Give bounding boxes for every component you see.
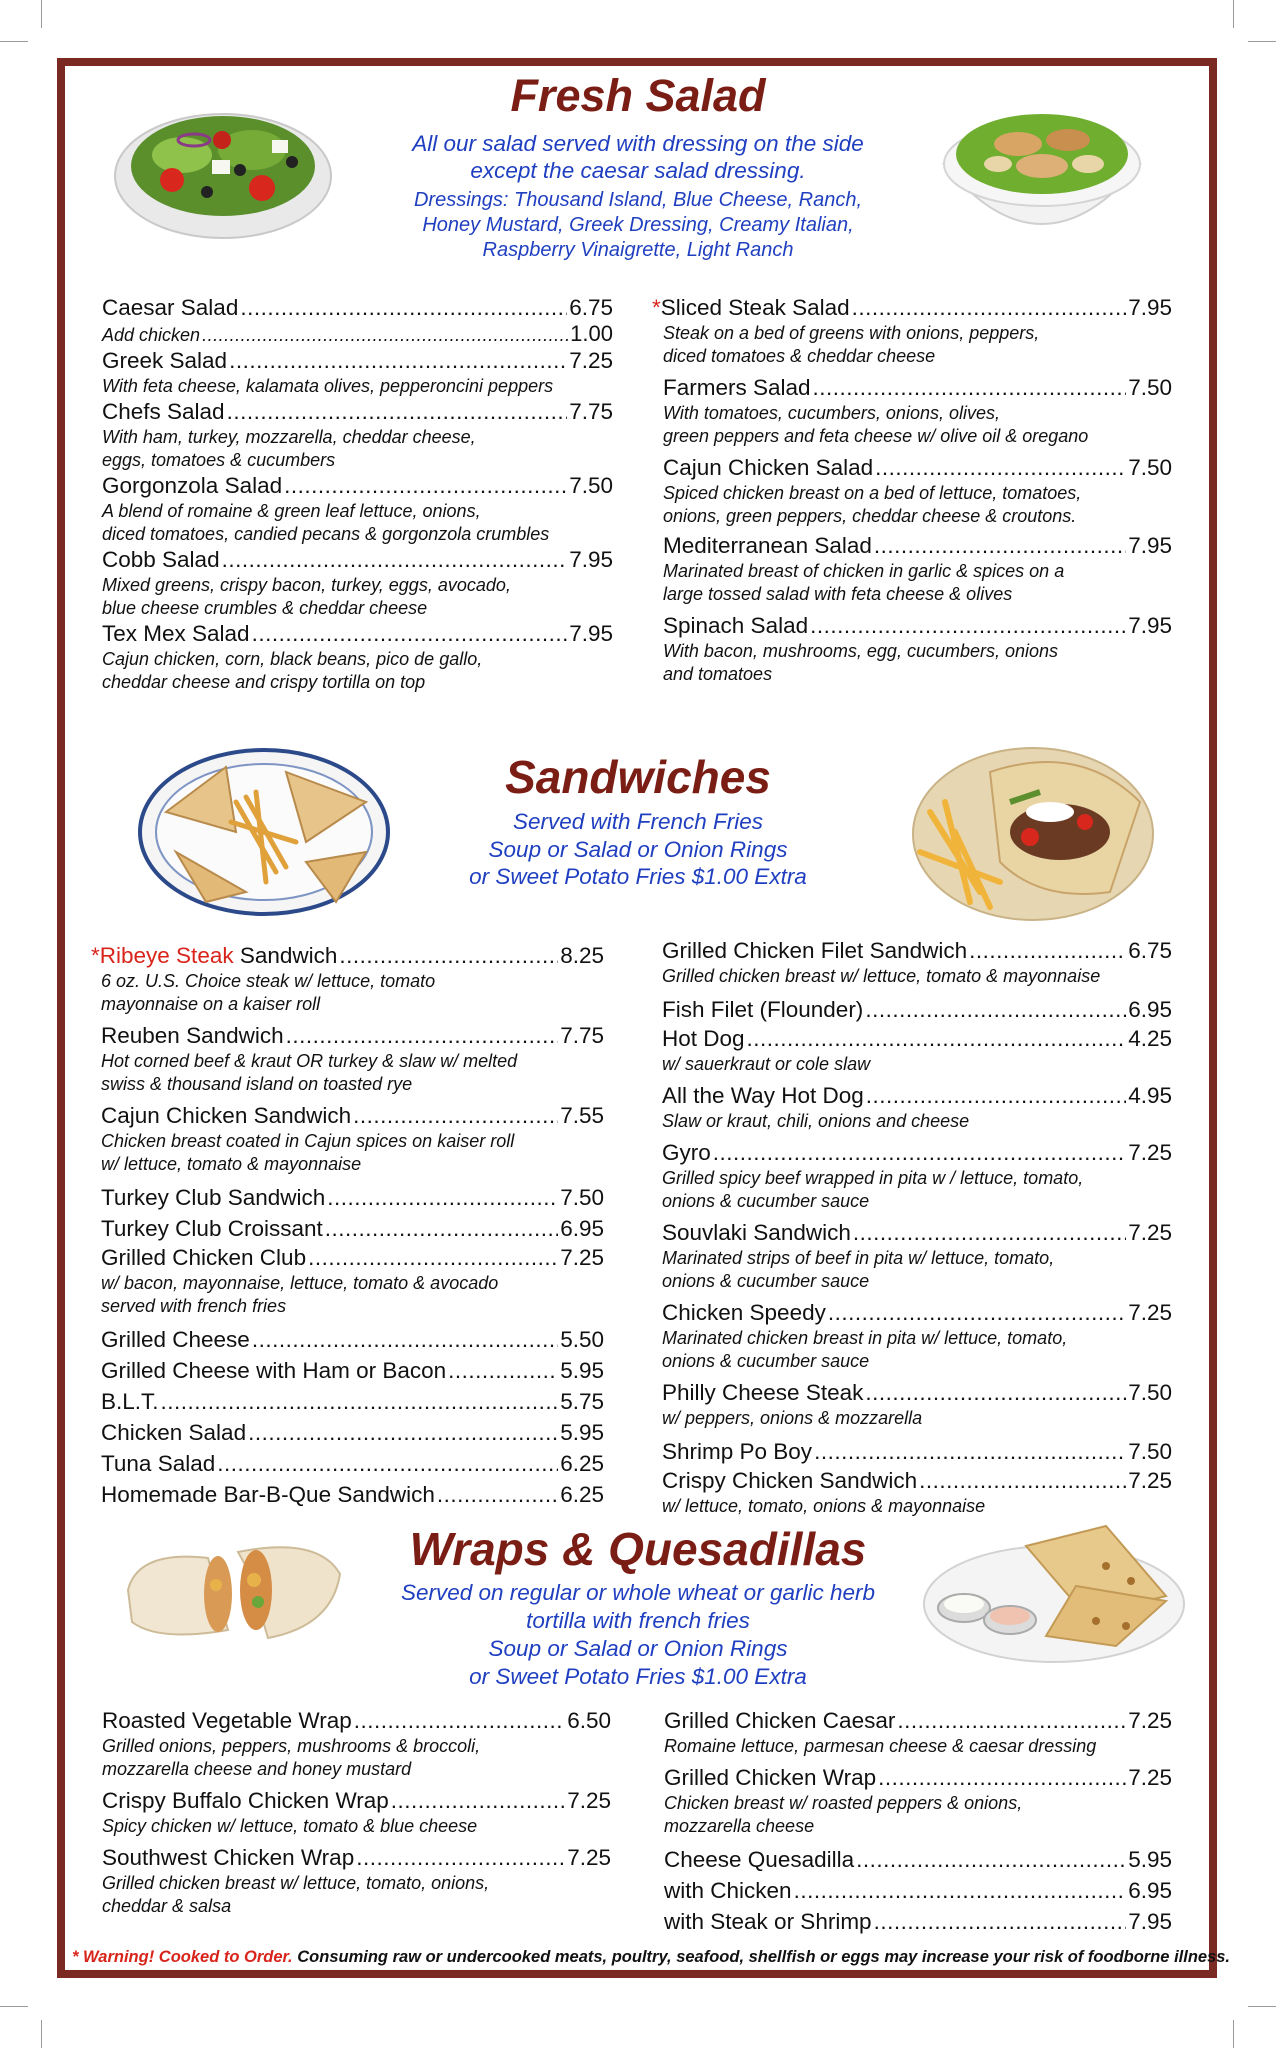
menu-item bbox=[101, 1102, 604, 1176]
description-line: A blend of romaine & green leaf lettuce, onions, bbox=[102, 501, 481, 521]
item-description bbox=[102, 1872, 611, 1918]
item-description bbox=[663, 402, 1172, 448]
menu-item bbox=[102, 398, 613, 472]
item-price: 1.00 bbox=[570, 321, 613, 346]
description-line: large tossed salad with feta cheese & olives bbox=[663, 584, 1013, 604]
item-description bbox=[101, 1050, 604, 1096]
dot-leader bbox=[327, 1182, 558, 1213]
item-name: Philly Cheese Steak bbox=[662, 1380, 864, 1405]
dot-leader bbox=[252, 1324, 558, 1355]
item-name: Hot Dog bbox=[662, 1026, 745, 1051]
menu-item bbox=[652, 532, 1172, 606]
dot-leader bbox=[865, 994, 1126, 1025]
menu-item bbox=[662, 1082, 1172, 1133]
item-price: 7.50 bbox=[1128, 1380, 1172, 1405]
item-name: Crispy Buffalo Chicken Wrap bbox=[102, 1788, 389, 1813]
description-line: cheddar & salsa bbox=[102, 1896, 232, 1916]
item-price: 6.95 bbox=[560, 1216, 604, 1241]
item-name: Turkey Club Croissant bbox=[101, 1216, 323, 1241]
item-description bbox=[101, 1130, 604, 1176]
dot-leader bbox=[161, 1386, 559, 1417]
dot-leader bbox=[202, 324, 568, 347]
item-price: 7.75 bbox=[560, 1023, 604, 1048]
menu-item bbox=[662, 937, 1172, 988]
item-name: Turkey Club Sandwich bbox=[101, 1185, 326, 1210]
menu-item bbox=[102, 546, 613, 620]
crop-mark bbox=[41, 0, 42, 28]
menu-item bbox=[664, 1875, 1172, 1906]
description-line: w/ lettuce, tomato, onions & mayonnaise bbox=[662, 1496, 986, 1516]
menu-item bbox=[662, 1219, 1172, 1293]
item-price: 6.25 bbox=[560, 1451, 604, 1476]
subtitle-line: All our salad served with dressing on the side bbox=[412, 131, 864, 156]
description-line: With bacon, mushrooms, egg, cucumbers, onions bbox=[663, 641, 1059, 661]
item-price: 6.50 bbox=[567, 1708, 611, 1733]
description-line: mozzarella cheese and honey mustard bbox=[102, 1759, 412, 1779]
description-line: Marinated breast of chicken in garlic & spices on a bbox=[663, 561, 1065, 581]
item-name: with Chicken bbox=[664, 1878, 792, 1903]
description-line: Grilled chicken breast w/ lettuce, tomato & mayonnaise bbox=[662, 966, 1101, 986]
item-description bbox=[662, 1407, 1172, 1430]
item-name: Southwest Chicken Wrap bbox=[102, 1845, 355, 1870]
item-name: B.L.T. bbox=[101, 1389, 159, 1414]
description-line: Marinated strips of beef in pita w/ lettuce, tomato, bbox=[662, 1248, 1055, 1268]
dot-leader bbox=[897, 1707, 1126, 1735]
item-name: Add chicken bbox=[102, 325, 201, 345]
subtitle-line: Soup or Salad or Onion Rings bbox=[488, 836, 788, 862]
description-line: eggs, tomatoes & cucumbers bbox=[102, 450, 336, 470]
item-price: 6.95 bbox=[1128, 1878, 1172, 1903]
dot-leader bbox=[227, 398, 568, 426]
description-line: With ham, turkey, mozzarella, cheddar cheese, bbox=[102, 427, 476, 447]
item-name: Grilled Chicken Wrap bbox=[664, 1765, 877, 1790]
item-name: Mediterranean Salad bbox=[663, 533, 872, 558]
crop-mark bbox=[41, 2020, 42, 2048]
item-name: Homemade Bar-B-Que Sandwich bbox=[101, 1482, 435, 1507]
description-line: Romaine lettuce, parmesan cheese & caesar dressing bbox=[664, 1736, 1097, 1756]
description-line: With feta cheese, kalamata olives, pepperoncini peppers bbox=[102, 376, 554, 396]
description-line: Chicken breast coated in Cajun spices on kaiser roll bbox=[101, 1131, 515, 1151]
description-line: Hot corned beef & kraut OR turkey & slaw w/ melted bbox=[101, 1051, 518, 1071]
wraps-title: Wraps & Quesadillas bbox=[409, 1523, 867, 1575]
dot-leader bbox=[222, 546, 568, 574]
dot-leader bbox=[353, 1102, 558, 1130]
item-description bbox=[102, 648, 613, 694]
warning-text: Consuming raw or undercooked meats, poultry, seafood, shellfish or eggs may increase your risk of foodborne illness. bbox=[297, 1948, 1231, 1966]
description-line: Spiced chicken breast on a bed of lettuce, tomatoes, bbox=[663, 483, 1082, 503]
item-name: Caesar Salad bbox=[102, 295, 239, 320]
menu-item bbox=[662, 1467, 1172, 1518]
description-line: and tomatoes bbox=[663, 664, 773, 684]
crop-mark bbox=[1248, 2006, 1276, 2007]
item-price: 7.25 bbox=[1128, 1765, 1172, 1790]
subtitle-line: Soup or Salad or Onion Rings bbox=[488, 1636, 788, 1661]
dot-leader bbox=[828, 1299, 1126, 1327]
menu-item bbox=[101, 1244, 604, 1318]
menu-item bbox=[102, 620, 613, 694]
dot-leader bbox=[810, 612, 1126, 640]
item-price: 7.95 bbox=[569, 621, 613, 646]
dot-leader bbox=[874, 1906, 1127, 1937]
description-line: w/ bacon, mayonnaise, lettuce, tomato & avocado bbox=[101, 1273, 499, 1293]
subtitle-line: tortilla with french fries bbox=[526, 1608, 750, 1633]
item-price: 5.95 bbox=[560, 1420, 604, 1445]
dot-leader bbox=[866, 1082, 1126, 1110]
item-price: 7.50 bbox=[560, 1185, 604, 1210]
menu-item bbox=[664, 1906, 1172, 1937]
dot-leader bbox=[286, 1022, 559, 1050]
dot-leader bbox=[856, 1844, 1126, 1875]
item-description bbox=[102, 500, 613, 546]
item-name: Tex Mex Salad bbox=[102, 621, 250, 646]
dot-leader bbox=[878, 1764, 1126, 1792]
item-name: Grilled Chicken Caesar bbox=[664, 1708, 896, 1733]
item-price: 5.95 bbox=[560, 1358, 604, 1383]
star-marker: * bbox=[652, 295, 661, 320]
description-line: diced tomatoes, candied pecans & gorgonzola crumbles bbox=[102, 524, 550, 544]
description-line: cheddar cheese and crispy tortilla on top bbox=[102, 672, 426, 692]
item-price: 4.95 bbox=[1128, 1083, 1172, 1108]
dot-leader bbox=[713, 1139, 1126, 1167]
item-description bbox=[102, 426, 613, 472]
menu-item bbox=[102, 1787, 611, 1838]
menu-item bbox=[101, 1417, 604, 1448]
dot-leader bbox=[240, 294, 567, 322]
item-description bbox=[101, 1272, 604, 1318]
club-sandwich-photo bbox=[136, 742, 392, 918]
item-price: 7.50 bbox=[1128, 375, 1172, 400]
subtitle-line: or Sweet Potato Fries $1.00 Extra bbox=[469, 1664, 807, 1689]
menu-item bbox=[652, 374, 1172, 448]
item-name: with Steak or Shrimp bbox=[664, 1909, 872, 1934]
dot-leader bbox=[865, 1379, 1126, 1407]
dot-leader bbox=[852, 294, 1127, 322]
dot-leader bbox=[354, 1707, 565, 1735]
item-description bbox=[652, 322, 1172, 368]
item-description bbox=[662, 1053, 1172, 1076]
item-description bbox=[664, 1735, 1172, 1758]
salad-right-column bbox=[652, 294, 1172, 686]
subtitle-line: Served on regular or whole wheat or garlic herb bbox=[400, 1580, 875, 1605]
item-name: All the Way Hot Dog bbox=[662, 1083, 864, 1108]
menu-item bbox=[652, 454, 1172, 528]
crop-mark bbox=[1233, 0, 1234, 28]
item-price: 5.50 bbox=[560, 1327, 604, 1352]
item-price: 7.25 bbox=[1128, 1220, 1172, 1245]
crop-mark bbox=[1248, 41, 1276, 42]
item-price: 8.25 bbox=[560, 943, 604, 968]
item-price: 4.25 bbox=[1128, 1026, 1172, 1051]
item-price: 7.25 bbox=[1128, 1468, 1172, 1493]
description-line: diced tomatoes & cheddar cheese bbox=[663, 346, 936, 366]
item-name bbox=[652, 294, 850, 322]
description-line: Grilled onions, peppers, mushrooms & broccoli, bbox=[102, 1736, 481, 1756]
wraps-left-column bbox=[102, 1707, 611, 1918]
item-name: Greek Salad bbox=[102, 348, 228, 373]
warning-star: * bbox=[72, 1948, 79, 1966]
description-line: onions & cucumber sauce bbox=[662, 1191, 870, 1211]
dressings-line: Raspberry Vinaigrette, Light Ranch bbox=[482, 239, 794, 261]
item-price: 7.50 bbox=[569, 473, 613, 498]
item-price: 7.25 bbox=[1128, 1140, 1172, 1165]
dot-leader bbox=[813, 374, 1127, 402]
subtitle-line: or Sweet Potato Fries $1.00 Extra bbox=[469, 864, 807, 889]
dot-leader bbox=[919, 1467, 1126, 1495]
item-price: 7.25 bbox=[1128, 1708, 1172, 1733]
description-line: w/ lettuce, tomato & mayonnaise bbox=[101, 1154, 362, 1174]
item-price: 7.50 bbox=[1128, 1439, 1172, 1464]
item-name: Chefs Salad bbox=[102, 399, 225, 424]
item-description bbox=[662, 1327, 1172, 1373]
description-line: Grilled chicken breast w/ lettuce, tomato, onions, bbox=[102, 1873, 490, 1893]
description-line: w/ sauerkraut or cole slaw bbox=[662, 1054, 871, 1074]
item-name: Souvlaki Sandwich bbox=[662, 1220, 851, 1245]
item-description bbox=[662, 1110, 1172, 1133]
sandwiches-left-column bbox=[91, 942, 604, 1510]
menu-item bbox=[652, 612, 1172, 686]
caesar-salad-photo bbox=[938, 94, 1146, 264]
crop-mark bbox=[1233, 2020, 1234, 2048]
menu-item bbox=[101, 1182, 604, 1213]
item-price: 7.25 bbox=[1128, 1300, 1172, 1325]
menu-item bbox=[101, 1448, 604, 1479]
greek-salad-photo bbox=[112, 100, 334, 240]
item-description bbox=[662, 1247, 1172, 1293]
description-line: blue cheese crumbles & cheddar cheese bbox=[102, 598, 428, 618]
dot-leader bbox=[794, 1875, 1127, 1906]
item-description bbox=[102, 1815, 611, 1838]
dot-leader bbox=[874, 532, 1126, 560]
description-line: swiss & thousand island on toasted rye bbox=[101, 1074, 413, 1094]
item-name: Grilled Cheese bbox=[101, 1327, 250, 1352]
menu-item bbox=[664, 1707, 1172, 1758]
dot-leader bbox=[339, 942, 558, 970]
description-line: Grilled spicy beef wrapped in pita w / lettuce, tomato, bbox=[662, 1168, 1084, 1188]
item-name-highlight: Ribeye Steak bbox=[99, 943, 234, 968]
menu-item bbox=[662, 1299, 1172, 1373]
description-line: green peppers and feta cheese w/ olive oil & oregano bbox=[663, 426, 1089, 446]
dot-leader bbox=[448, 1355, 558, 1386]
menu-item bbox=[664, 1844, 1172, 1875]
menu-item bbox=[91, 942, 604, 1016]
menu-item bbox=[101, 1022, 604, 1096]
menu-item bbox=[102, 347, 613, 398]
sandwiches-right-column bbox=[662, 937, 1172, 1518]
menu-item bbox=[102, 1707, 611, 1781]
item-description bbox=[663, 640, 1172, 686]
item-description bbox=[662, 1495, 1172, 1518]
item-name: Spinach Salad bbox=[663, 613, 809, 638]
dot-leader bbox=[252, 620, 568, 648]
item-name bbox=[91, 942, 337, 970]
description-line: served with french fries bbox=[101, 1296, 287, 1316]
menu-item bbox=[664, 1764, 1172, 1838]
menu-item bbox=[101, 1213, 604, 1244]
description-line: Spicy chicken w/ lettuce, tomato & blue cheese bbox=[102, 1816, 478, 1836]
dot-leader bbox=[325, 1213, 558, 1244]
dot-leader bbox=[437, 1479, 558, 1510]
description-line: Cajun chicken, corn, black beans, pico de gallo, bbox=[102, 649, 483, 669]
menu-item bbox=[102, 294, 613, 347]
description-line: onions & cucumber sauce bbox=[662, 1271, 870, 1291]
wrap-photo bbox=[118, 1530, 348, 1656]
item-price: 7.95 bbox=[1128, 613, 1172, 638]
item-name: Chicken Salad bbox=[101, 1420, 247, 1445]
dot-leader bbox=[853, 1219, 1126, 1247]
dot-leader bbox=[356, 1844, 565, 1872]
menu-item bbox=[662, 1379, 1172, 1430]
menu-item bbox=[101, 1324, 604, 1355]
item-name: Fish Filet (Flounder) bbox=[662, 997, 864, 1022]
item-description bbox=[662, 1167, 1172, 1213]
dot-leader bbox=[284, 472, 567, 500]
food-safety-warning bbox=[72, 1948, 1231, 1967]
item-price: 7.55 bbox=[560, 1103, 604, 1128]
description-line: Mixed greens, crispy bacon, turkey, eggs, avocado, bbox=[102, 575, 511, 595]
item-price: 5.95 bbox=[1128, 1847, 1172, 1872]
item-name: Gyro bbox=[662, 1140, 711, 1165]
item-name: Grilled Chicken Filet Sandwich bbox=[662, 938, 968, 963]
description-line: Steak on a bed of greens with onions, peppers, bbox=[663, 323, 1040, 343]
description-line: With tomatoes, cucumbers, onions, olives, bbox=[663, 403, 1000, 423]
item-price: 7.75 bbox=[569, 399, 613, 424]
dressings-line: Honey Mustard, Greek Dressing, Creamy Italian, bbox=[422, 214, 854, 236]
gyro-photo bbox=[910, 742, 1156, 924]
item-name: Cajun Chicken Sandwich bbox=[101, 1103, 352, 1128]
description-line: 6 oz. U.S. Choice steak w/ lettuce, tomato bbox=[101, 971, 436, 991]
quesadilla-photo bbox=[916, 1516, 1192, 1670]
item-name: Shrimp Po Boy bbox=[662, 1439, 813, 1464]
menu-item bbox=[662, 1436, 1172, 1467]
item-price: 7.25 bbox=[560, 1245, 604, 1270]
item-price: 7.25 bbox=[567, 1845, 611, 1870]
dressings-line: Dressings: Thousand Island, Blue Cheese, Ranch, bbox=[413, 189, 863, 211]
item-name-text: Sandwich bbox=[233, 943, 338, 968]
item-price: 7.95 bbox=[1128, 1909, 1172, 1934]
menu-item bbox=[662, 1025, 1172, 1076]
item-name: Crispy Chicken Sandwich bbox=[662, 1468, 918, 1493]
item-name: Roasted Vegetable Wrap bbox=[102, 1708, 352, 1733]
wraps-right-column bbox=[664, 1707, 1172, 1937]
item-description bbox=[663, 560, 1172, 606]
star-marker: * bbox=[91, 943, 100, 968]
subtitle-line: except the caesar salad dressing. bbox=[470, 158, 806, 183]
description-line: mayonnaise on a kaiser roll bbox=[101, 994, 321, 1014]
item-price: 6.25 bbox=[560, 1482, 604, 1507]
item-price: 7.25 bbox=[567, 1788, 611, 1813]
item-price: 6.75 bbox=[569, 295, 613, 320]
item-price: 7.95 bbox=[569, 547, 613, 572]
description-line: Slaw or kraut, chili, onions and cheese bbox=[662, 1111, 970, 1131]
item-description bbox=[662, 965, 1172, 988]
dot-leader bbox=[248, 1417, 558, 1448]
item-description bbox=[102, 574, 613, 620]
item-name: Grilled Cheese with Ham or Bacon bbox=[101, 1358, 447, 1383]
crop-mark bbox=[0, 2006, 28, 2007]
dot-leader bbox=[747, 1025, 1127, 1053]
item-name: Cheese Quesadilla bbox=[664, 1847, 855, 1872]
item-name-text: Sliced Steak Salad bbox=[660, 295, 850, 320]
dot-leader bbox=[875, 454, 1126, 482]
description-line: Chicken breast w/ roasted peppers & onions, bbox=[664, 1793, 1023, 1813]
dot-leader bbox=[969, 937, 1126, 965]
item-name: Gorgonzola Salad bbox=[102, 473, 283, 498]
item-name: Reuben Sandwich bbox=[101, 1023, 284, 1048]
menu-item bbox=[662, 1139, 1172, 1213]
item-price: 6.95 bbox=[1128, 997, 1172, 1022]
item-description bbox=[91, 970, 604, 1016]
menu-item bbox=[102, 1844, 611, 1918]
item-name: Farmers Salad bbox=[663, 375, 811, 400]
salad-left-column bbox=[102, 294, 613, 694]
item-name: Grilled Chicken Club bbox=[101, 1245, 307, 1270]
item-description bbox=[102, 375, 613, 398]
item-description bbox=[664, 1792, 1172, 1838]
subtitle-line: Served with French Fries bbox=[512, 809, 764, 834]
dot-leader bbox=[814, 1436, 1126, 1467]
menu-item bbox=[662, 994, 1172, 1025]
item-price: 7.50 bbox=[1128, 455, 1172, 480]
item-price: 5.75 bbox=[560, 1389, 604, 1414]
dot-leader bbox=[308, 1244, 558, 1272]
sandwiches-title: Sandwiches bbox=[505, 751, 771, 803]
dot-leader bbox=[229, 347, 567, 375]
item-name: Chicken Speedy bbox=[662, 1300, 826, 1325]
description-line: mozzarella cheese bbox=[664, 1816, 815, 1836]
description-line: Marinated chicken breast in pita w/ lettuce, tomato, bbox=[662, 1328, 1068, 1348]
sandwiches-left-list bbox=[91, 1022, 604, 1510]
description-line: onions, green peppers, cheddar cheese & croutons. bbox=[663, 506, 1077, 526]
item-description bbox=[102, 1735, 611, 1781]
salad-title: Fresh Salad bbox=[510, 70, 766, 121]
item-price: 7.95 bbox=[1128, 533, 1172, 558]
item-name: Cajun Chicken Salad bbox=[663, 455, 874, 480]
crop-mark bbox=[0, 41, 28, 42]
dot-leader bbox=[391, 1787, 565, 1815]
item-price: 7.25 bbox=[569, 348, 613, 373]
item-name: Cobb Salad bbox=[102, 547, 220, 572]
menu-item bbox=[101, 1386, 604, 1417]
warning-lead: Warning! Cooked to Order. bbox=[83, 1948, 293, 1966]
description-line: w/ peppers, onions & mozzarella bbox=[662, 1408, 923, 1428]
item-price: 7.95 bbox=[1128, 295, 1172, 320]
item-price: 6.75 bbox=[1128, 938, 1172, 963]
description-line: onions & cucumber sauce bbox=[662, 1351, 870, 1371]
menu-item bbox=[101, 1355, 604, 1386]
item-description bbox=[663, 482, 1172, 528]
item-name: Tuna Salad bbox=[101, 1451, 216, 1476]
menu-item bbox=[102, 472, 613, 546]
menu-item bbox=[652, 294, 1172, 368]
menu-item bbox=[101, 1479, 604, 1510]
dot-leader bbox=[217, 1448, 558, 1479]
